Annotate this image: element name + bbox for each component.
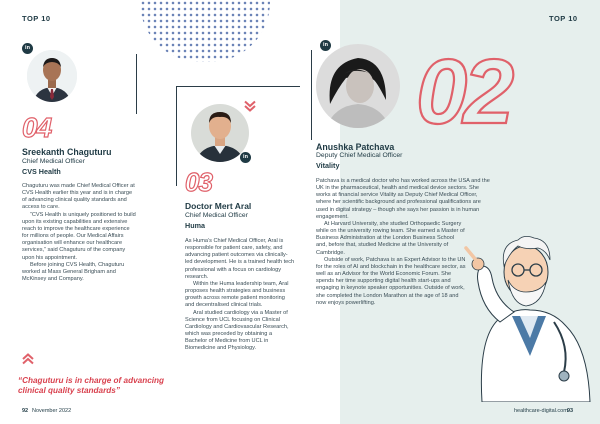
person-name: Sreekanth Chaguturu [22, 147, 112, 157]
divider-line [176, 86, 177, 186]
bio-paragraph: Outside of work, Patchava is an Expert Advisor to the UN for the roles of AI and blockchain in the healthcare sector, as well as an Advisor for the World Economic Forum. She spends her time supporting digital health start-ups and engaging in keynote speaker opportunities. Outside of work, she completed the London Marathon at the age of 18 and now enjoys powerlifting. [316, 256, 466, 306]
person-company: CVS Health [22, 167, 61, 176]
linkedin-icon[interactable]: in [320, 40, 331, 51]
person-name: Doctor Mert Aral [185, 201, 252, 211]
site-url[interactable]: healthcare-digital.com [514, 408, 568, 414]
chevron-up-icon [22, 353, 34, 365]
divider-line [176, 86, 300, 87]
person-role: Chief Medical Officer [22, 158, 85, 165]
rank-number: 03 [185, 167, 212, 197]
person-role: Chief Medical Officer [185, 212, 248, 219]
rank-number: 04 [22, 112, 52, 143]
top-ten-label-right: TOP 10 [549, 14, 578, 23]
bio-paragraph: Chaguturu was made Chief Medical Officer at CVS Health earlier this year and is in charge of advancing clinical quality standards and access to care. [22, 183, 135, 211]
person-company: Huma [185, 221, 205, 230]
portrait-sreekanth-chaguturu [27, 50, 77, 102]
divider-line [136, 54, 137, 114]
bio-paragraph: As Huma’s Chief Medical Officer, Aral is responsible for patient care, safety, and advancing patient outcomes via clinically-led development. He is a trained health tech professional with a focus on cardiology research. [185, 238, 295, 280]
pull-quote: “Chaguturu is in charge of advancing clinical quality standards” [18, 376, 165, 395]
bio-paragraph: At Harvard University, she studied Orthopaedic Surgery while on the university rowing team. She earned a Master of Business Administration at the London Business School and, before that, studied Medicine at the University of Cambridge. [316, 220, 465, 256]
person-name: Anushka Patchava [316, 142, 395, 152]
portrait-anushka-patchava [316, 44, 400, 128]
doctor-illustration [460, 226, 600, 402]
rank-number: 02 [416, 41, 511, 143]
page-number-right: 93 [567, 408, 574, 414]
person-company: Vitality [316, 161, 340, 170]
linkedin-icon[interactable]: in [240, 152, 251, 163]
bio-paragraph: Aral studied cardiology via a Master of Science from UCL focusing on Clinical Cardiology and Cardiovascular Research, which was preceded by obtaining a Bachelor of Medicine from UCL in Biomedicine and Physiology. [185, 309, 289, 352]
bio-paragraph: Patchava is a medical doctor who has worked across the USA and the UK in the pharmaceutical, health and medical device sectors. She works at financial service Vitality as Deputy Chief Medical Officer, where her scientific background and professional qualifications are used in digital strategy – though she says her passion is in human engagement. [316, 178, 490, 220]
person-bio [22, 183, 136, 283]
chevron-down-icon [244, 100, 256, 112]
person-bio [185, 238, 295, 353]
top-ten-label-left: TOP 10 [22, 14, 51, 23]
bio-paragraph: “CVS Health is uniquely positioned to build upon its existing capabilities and extensive reach to improve the healthcare experience for millions of people. Our Medical Affairs organisation will enhance our healthcare services,” said Chaguturu of the company upon his appointment. [22, 211, 136, 261]
linkedin-icon[interactable]: in [22, 43, 33, 54]
divider-line [311, 50, 312, 140]
bio-paragraph: Before joining CVS Health, Chaguturu worked at Mass General Brigham and McKinsey and Company. [22, 261, 125, 283]
bio-paragraph: Within the Huma leadership team, Aral proposes health strategies and business growth across remote patient monitoring and decentralised clinical trials. [185, 280, 289, 309]
issue-month: November 2022 [32, 408, 72, 414]
page-number-left: 92 [22, 408, 29, 414]
person-role: Deputy Chief Medical Officer [316, 152, 403, 159]
